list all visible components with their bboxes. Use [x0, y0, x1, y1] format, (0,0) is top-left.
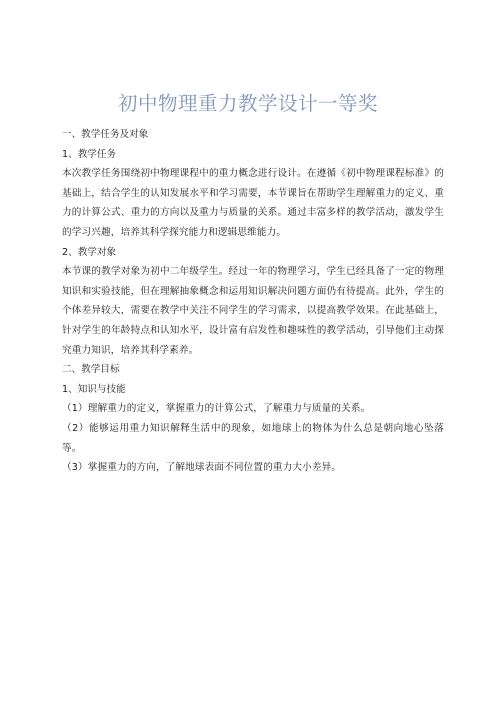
- document-body: [62, 125, 444, 478]
- section-heading: 一、教学任务及对象: [62, 129, 149, 140]
- section-heading: 二、教学目标: [62, 364, 120, 376]
- paragraph: 本次教学任务围绕初中物理课程中的重力概念进行设计。在遵循《初中物理课程标准》的基础上，结合学生的认知发展水平和学习需要，本节课旨在帮助学生理解重力的定义、重力的计算公式、重力的方向以及重力与质量的关系。通过丰富多样的教学活动，激发学生的学习兴趣，培养其科学探究能力和逻辑思维能力。: [62, 168, 444, 238]
- subsection-heading: 1、教学任务: [62, 148, 117, 160]
- subsection-heading: 2、教学对象: [62, 246, 117, 258]
- document-title: 初中物理重力教学设计一等奖: [117, 92, 378, 115]
- paragraph: 本节课的教学对象为初中二年级学生。经过一年的物理学习，学生已经具备了一定的物理知识和实验技能，但在理解抽象概念和运用知识解决问题方面仍有待提高。此外，学生的个体差异较大，需要在教学中关注不同学生的学习需求，以提高教学效果。在此基础上，针对学生的年龄特点和认知水平，设计富有启发性和趣味性的教学活动，引导他们主动探究重力知识，培养其科学素养。: [62, 266, 444, 356]
- list-item: （2）能够运用重力知识解释生活中的现象，如地球上的物体为什么总是朝向地心坠落等。: [62, 422, 444, 454]
- list-item: （3）掌握重力的方向，了解地球表面不同位置的重力大小差异。: [62, 462, 342, 474]
- subsection-heading: 1、知识与技能: [62, 383, 126, 395]
- list-item: （1）理解重力的定义，掌握重力的计算公式，了解重力与质量的关系。: [62, 403, 371, 415]
